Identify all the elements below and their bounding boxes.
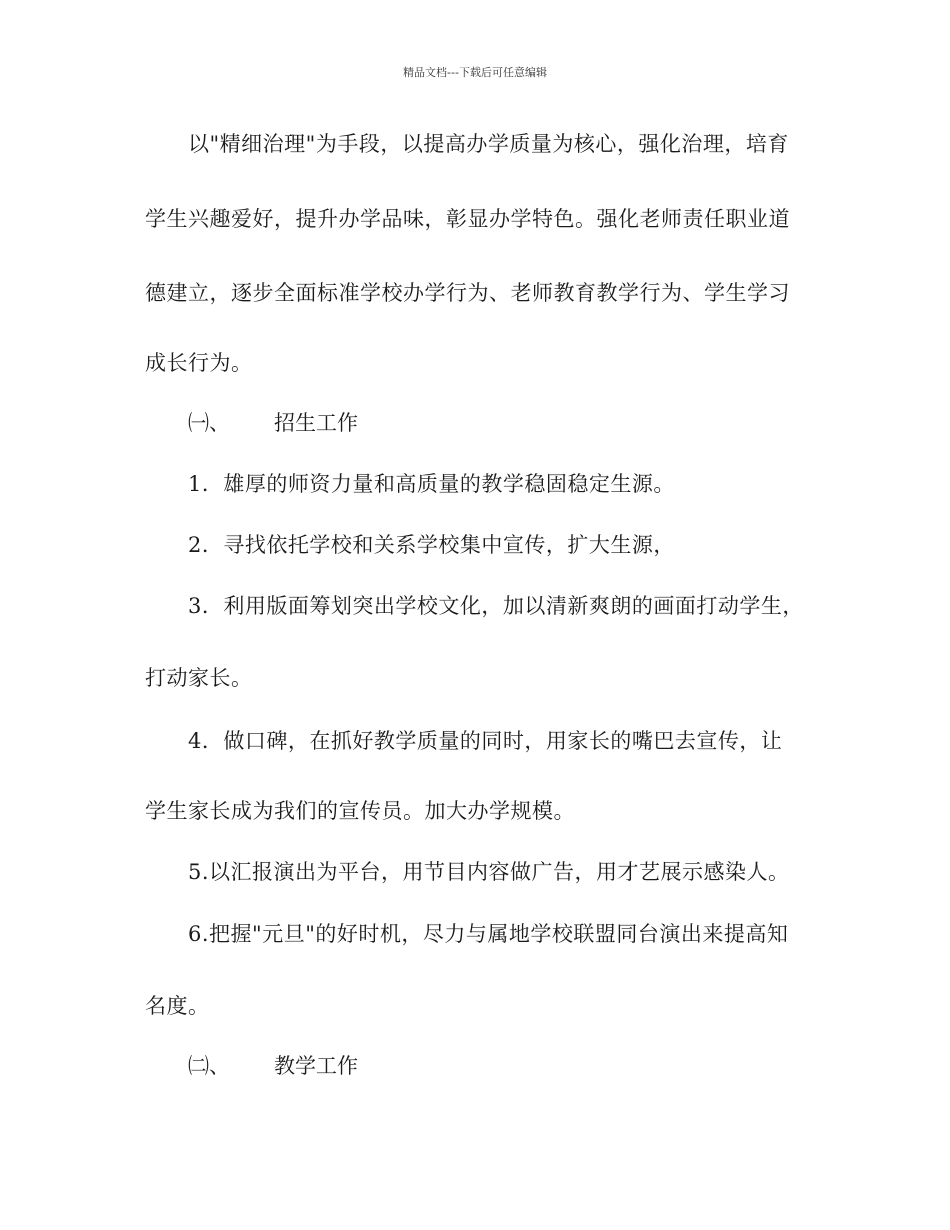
list-item: 2．寻找依托学校和关系学校集中宣传，扩大生源， <box>188 533 675 557</box>
section-marker: ㈠、 <box>188 411 230 435</box>
list-item-continuation: 打动家长。 <box>145 666 253 690</box>
list-item-continuation: 名度。 <box>145 994 210 1018</box>
paragraph-line: 德建立，逐步全面标准学校办学行为、老师教育教学行为、学生学习 <box>145 281 790 305</box>
section-title: 教学工作 <box>274 1054 358 1078</box>
paragraph-line: 成长行为。 <box>145 351 253 375</box>
section-title: 招生工作 <box>274 411 358 435</box>
list-item-continuation: 学生家长成为我们的宣传员。加大办学规模。 <box>145 799 575 823</box>
list-item: 4．做口碑，在抓好教学质量的同时，用家长的嘴巴去宣传，让 <box>188 729 783 753</box>
page-header: 精品文档---下载后可任意编辑 <box>403 66 547 79</box>
section-marker: ㈡、 <box>188 1054 230 1078</box>
list-item: 6.把握"元旦"的好时机，尽力与属地学校联盟同台演出来提高知 <box>188 922 789 946</box>
list-item: 3．利用版面筹划突出学校文化，加以清新爽朗的画面打动学生， <box>188 594 804 618</box>
list-item: 5.以汇报演出为平台，用节目内容做广告，用才艺展示感染人。 <box>188 860 790 884</box>
list-item: 1．雄厚的师资力量和高质量的教学稳固稳定生源。 <box>188 472 675 496</box>
paragraph-line: 学生兴趣爱好，提升办学品味，彰显办学特色。强化老师责任职业道 <box>145 207 790 231</box>
paragraph-line: 以"精细治理"为手段，以提高办学质量为核心，强化治理，培育 <box>188 132 789 156</box>
